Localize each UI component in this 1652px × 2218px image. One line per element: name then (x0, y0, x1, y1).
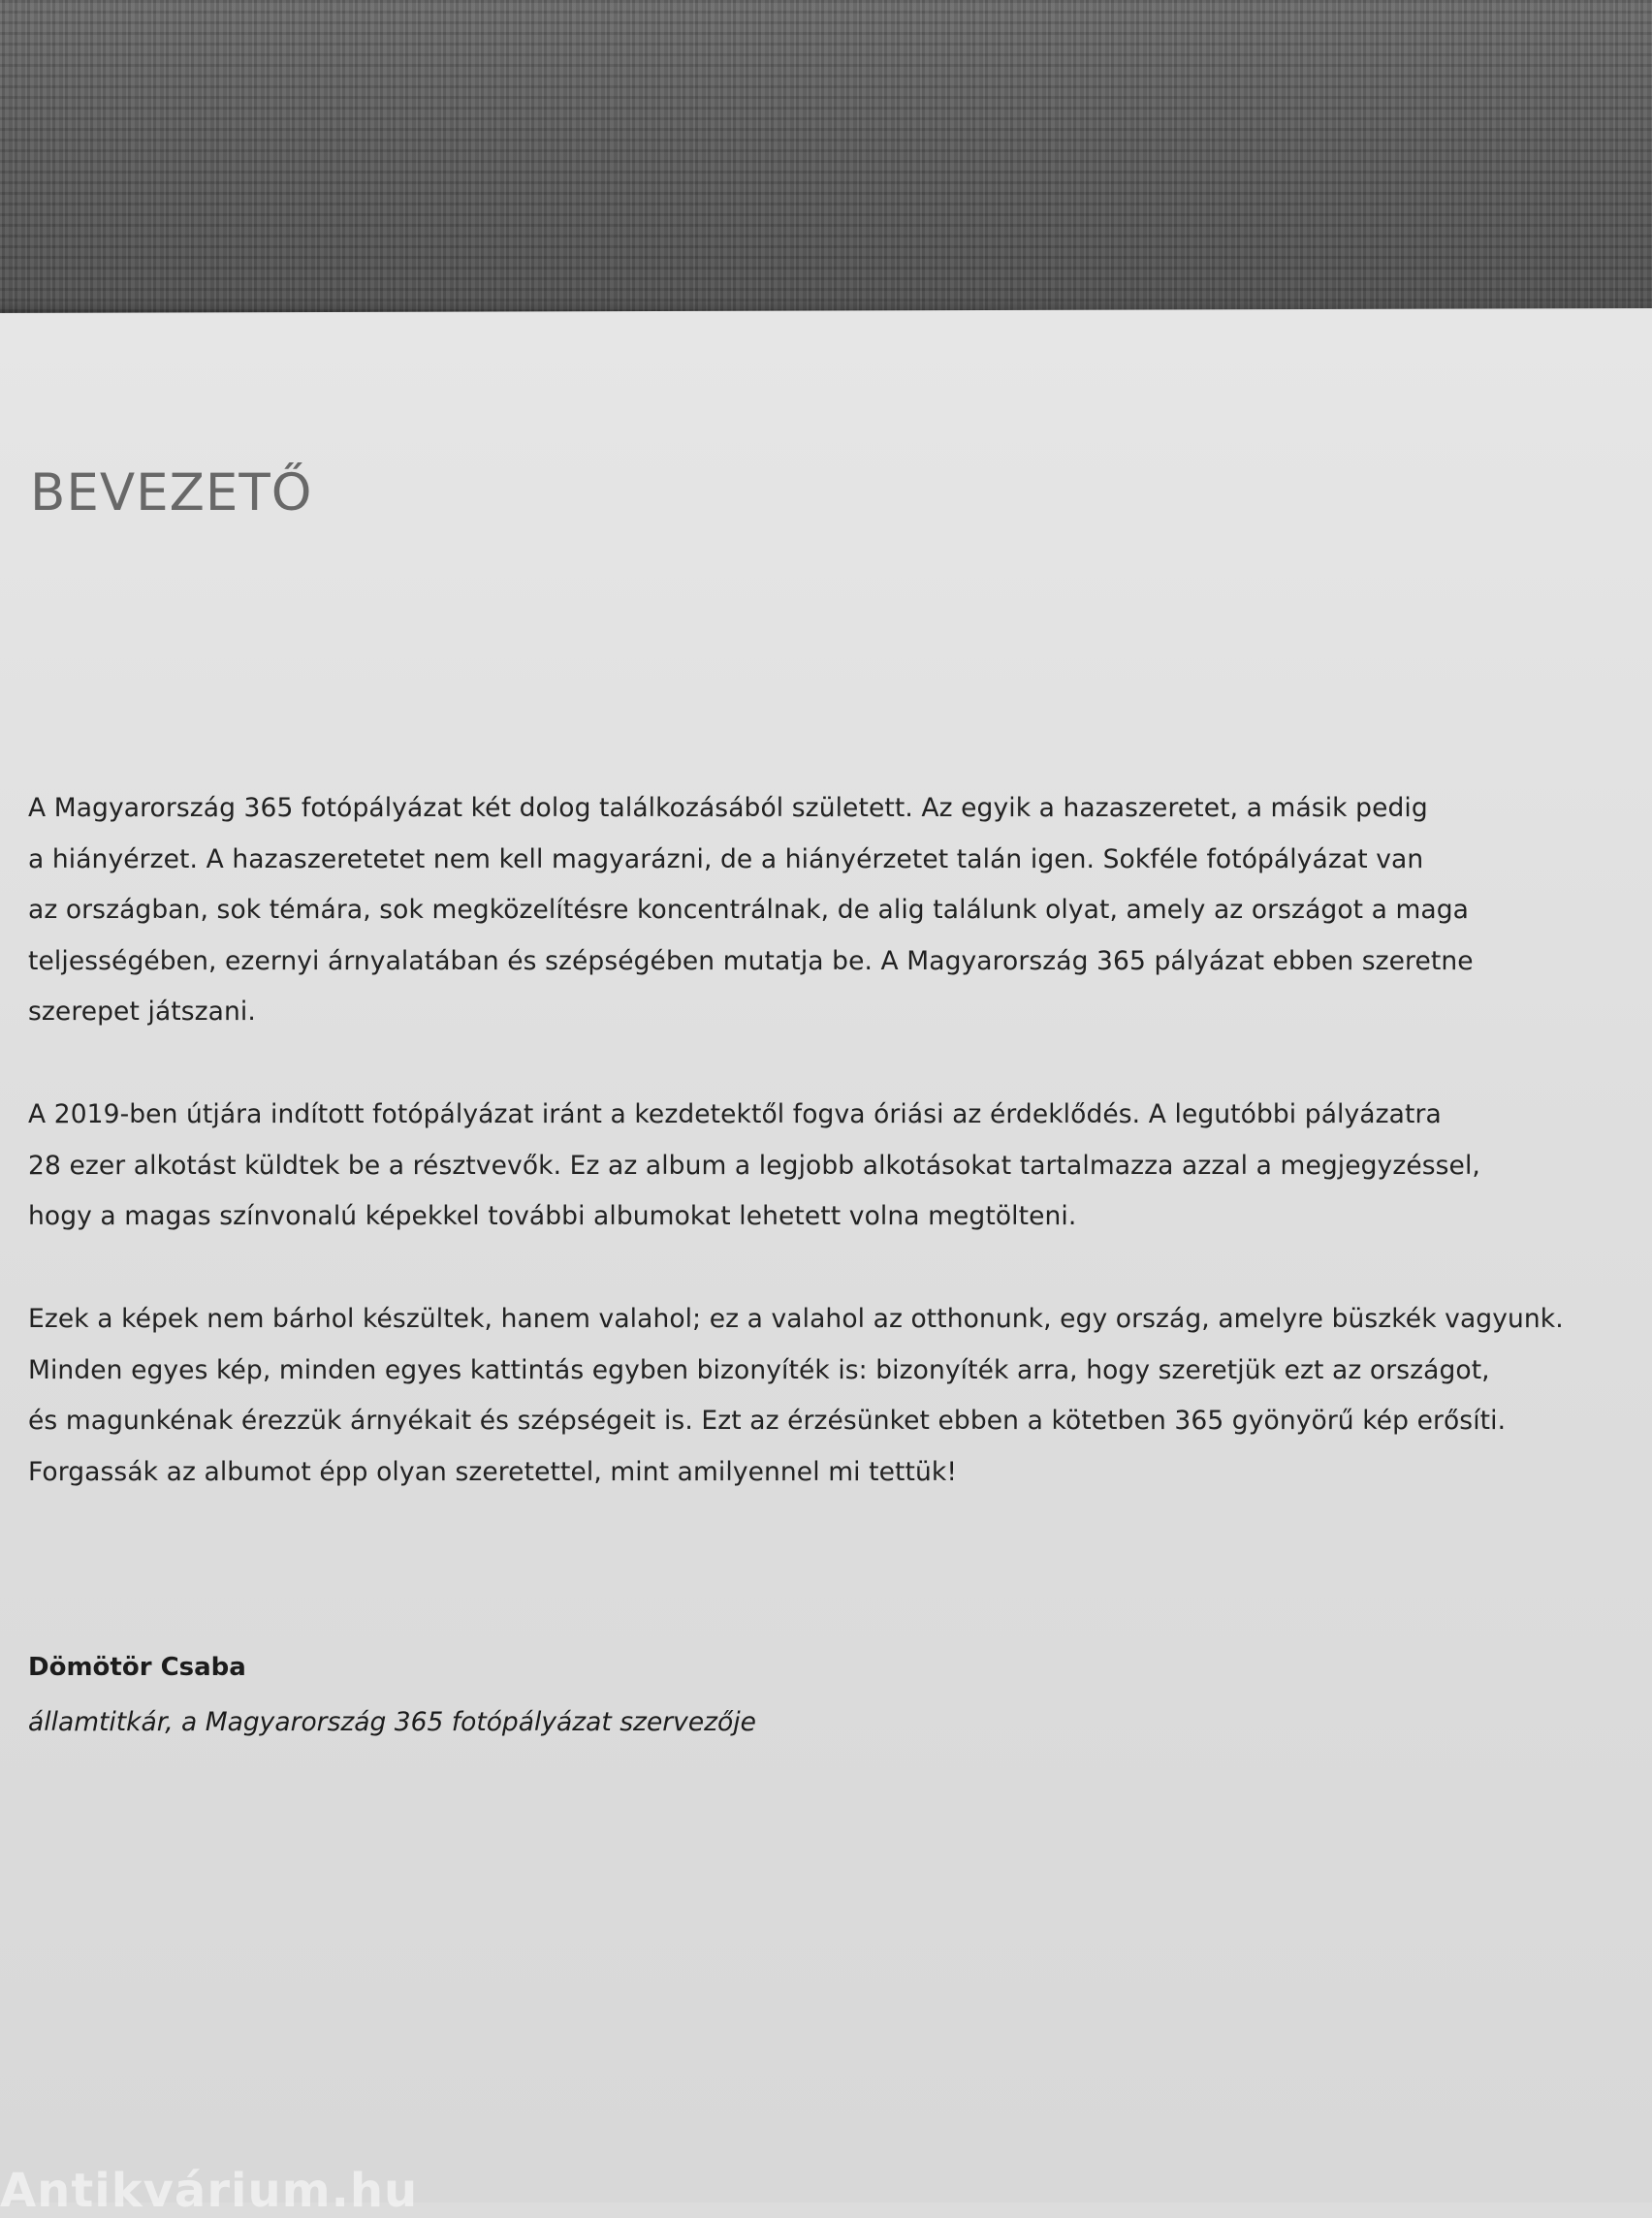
paragraph-line: és magunkénak érezzük árnyékait és szépségeit is. Ezt az érzésünket ebben a kötetben 365 gyönyörű kép erősíti. (28, 1406, 1507, 1437)
paragraph-2 (28, 1090, 1647, 1243)
paragraph-line: 28 ezer alkotást küldtek be a résztvevők. Ez az album a legjobb alkotásokat tartalmazza azzal a megjegyzéssel, (28, 1150, 1480, 1181)
watermark: Antikvárium.hu (0, 2164, 419, 2218)
book-page (0, 308, 1652, 2202)
paragraph-line: Ezek a képek nem bárhol készültek, hanem valahol; ez a valahol az otthonunk, egy ország, amelyre büszkék vagyunk. (28, 1304, 1564, 1334)
paragraph-line: az országban, sok témára, sok megközelítésre koncentrálnak, de alig találunk olyat, amely az országot a maga (28, 895, 1470, 926)
signature-title: államtitkár, a Magyarország 365 fotópályázat szervezője (28, 1707, 756, 1737)
paragraph-line: A 2019-ben útjára indított fotópályázat iránt a kezdetektől fogva óriási az érdeklődés. A legutóbbi pályázatra (28, 1099, 1442, 1129)
paragraph-line: hogy a magas színvonalú képekkel további albumokat lehetett volna megtölteni. (28, 1201, 1077, 1232)
wooden-table-background (0, 0, 1652, 330)
signature-name: Dömötör Csaba (28, 1653, 246, 1682)
paragraph-line: a hiányérzet. A hazaszeretetet nem kell magyarázni, de a hiányérzetet talán igen. Sokféle fotópályázat van (28, 843, 1424, 874)
paragraph-line: Minden egyes kép, minden egyes kattintás egyben bizonyíték is: bizonyíték arra, hogy szeretjük ezt az országot, (28, 1354, 1490, 1385)
page-heading: BEVEZETŐ (30, 463, 313, 523)
paragraph-3 (28, 1294, 1647, 1498)
paragraph-line: szerepet játszani. (28, 997, 256, 1028)
paragraph-line: A Magyarország 365 fotópályázat két dolog találkozásából született. Az egyik a hazaszeretet, a másik pedig (28, 793, 1428, 823)
paragraph-line: Forgassák az albumot épp olyan szeretettel, mint amilyennel mi tettük! (28, 1456, 958, 1487)
paragraph-1 (28, 783, 1647, 1038)
paragraph-line: teljességében, ezernyi árnyalatában és szépségében mutatja be. A Magyarország 365 pályázat ebben szeretne (28, 945, 1474, 976)
